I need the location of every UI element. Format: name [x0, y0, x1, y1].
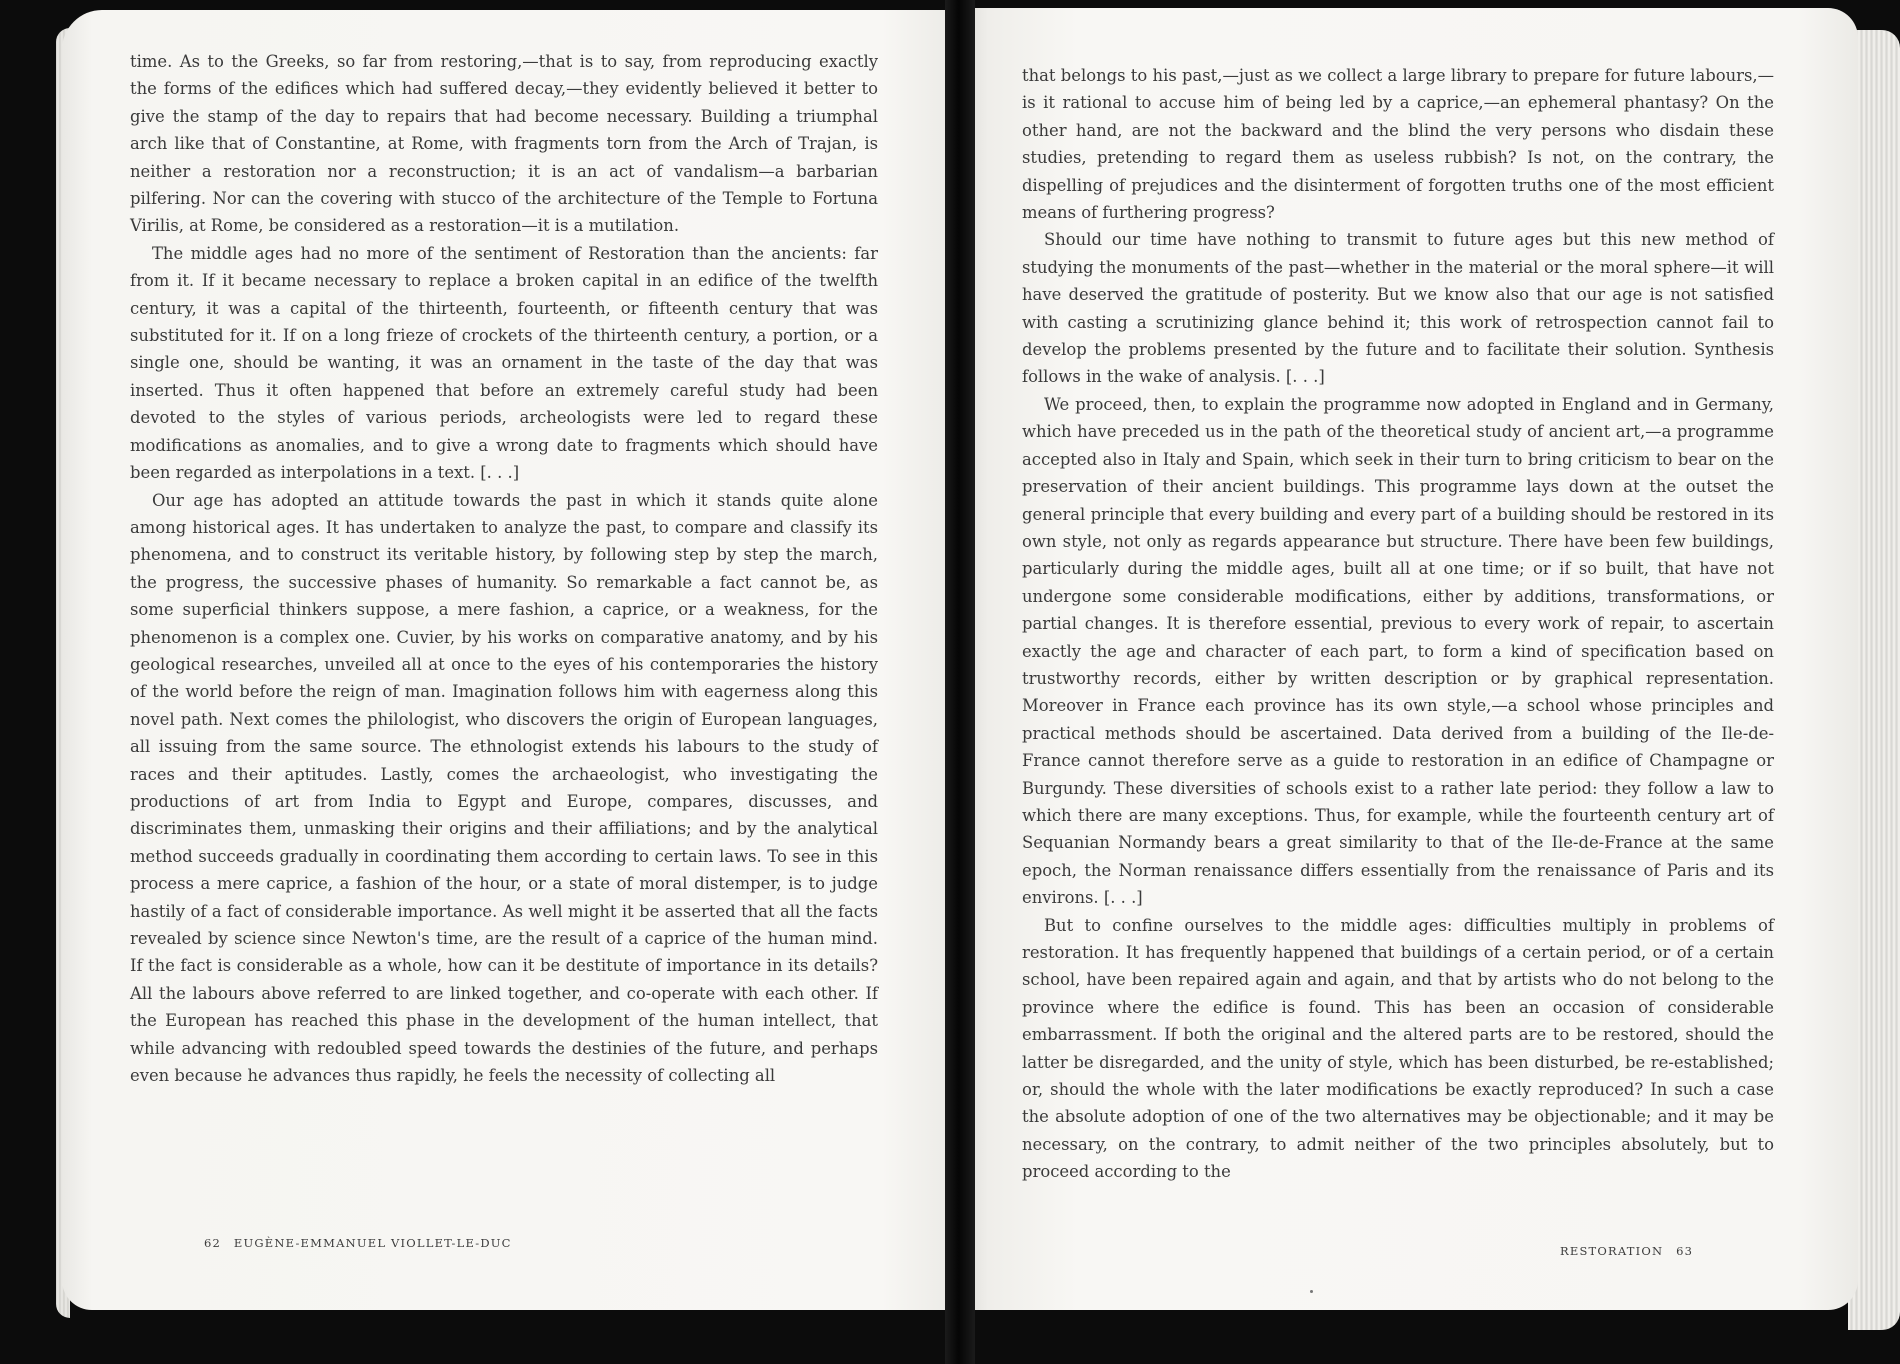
dust-speck [1310, 1290, 1313, 1293]
right-paragraph-2: Should our time have nothing to transmit to future ages but this new method of studying the monuments of the past—whether in the material or the moral sphere—it will have deserved the gratitude of posterity. But we know also that our age is not satisfied with casting a scrutinizing glance behind it; this work of retrospection cannot fail to develop the problems presented by the future and to facilitate their solution. Synthesis follows in the wake of analysis. [. . .] [1022, 230, 1774, 387]
right-page-footer [1560, 1244, 1701, 1258]
left-running-head: EUGÈNE-EMMANUEL VIOLLET-LE-DUC [233, 1236, 512, 1250]
left-paragraph-3: Our age has adopted an attitude towards the past in which it stands quite alone among historical ages. It has undertaken to analyze the past, to compare and classify its phenomena, and to construct its veritable history, by following step by step the march, the progress, the successive phases of humanity. So remarkable a fact cannot be, as some superficial thinkers suppose, a mere fashion, a caprice, or a weakness, for the phenomenon is a complex one. Cuvier, by his works on comparative anatomy, and by his geological researches, unveiled all at once to the eyes of his contemporaries the history of the world before the reign of man. Imagination follows him with eagerness along this novel path. Next comes the philologist, who discovers the origin of European languages, all issuing from the same source. The ethnologist extends his labours to the study of races and their aptitudes. Lastly, comes the archaeologist, who investigating the productions of art from India to Egypt and Europe, compares, discusses, and discriminates them, unmasking their origins and their affiliations; and by the analytical method succeeds gradually in coordinating them according to certain laws. To see in this process a mere caprice, a fashion of the hour, or a state of moral distemper, is to judge hastily of a fact of considerable importance. As well might it be asserted that all the facts revealed by science since Newton's time, are the result of a caprice of the human mind. If the fact is considerable as a whole, how can it be destitute of importance in its details? All the labours above referred to are linked together, and co-operate with each other. If the European has reached this phase in the development of the human intellect, that while advancing with redoubled speed towards the destinies of the future, and perhaps even because he advances thus rapidly, he feels the necessity of collecting all [130, 490, 878, 1086]
right-paragraph-4: But to confine ourselves to the middle ages: difficulties multiply in problems of restoration. It has frequently happened that buildings of a certain period, or of a certain school, have been repaired again and again, and that by artists who do not belong to the province where the edifice is found. This has been an occasion of considerable embarrassment. If both the original and the altered parts are to be restored, should the latter be disregarded, and the unity of style, which has been disturbed, be re-established; or, should the whole with the later modifications be exactly reproduced? In such a case the absolute adoption of one of the two alternatives may be objectionable; and it may be necessary, on the contrary, to admit neither of the two principles absolutely, but to proceed according to the [1022, 915, 1774, 1182]
right-paragraph-1: that belongs to his past,—just as we collect a large library to prepare for future labours,—is it rational to accuse him of being led by a caprice,—an ephemeral phantasy? On the other hand, are not the backward and the blind the very persons who disdain these studies, pretending to regard them as useless rubbish? Is not, on the contrary, the dispelling of prejudices and the disinterment of forgotten truths one of the most efficient means of furthering progress? [1022, 66, 1774, 223]
right-page-number: 63 [1676, 1244, 1694, 1258]
right-running-head: RESTORATION [1560, 1244, 1664, 1258]
left-page-footer [196, 1236, 512, 1250]
left-paragraph-1: time. As to the Greeks, so far from restoring,—that is to say, from reproducing exactly the forms of the edifices which had suffered decay,—they evidently believed it better to give the stamp of the day to repairs that had become necessary. Building a triumphal arch like that of Constantine, at Rome, with fragments torn from the Arch of Trajan, is neither a restoration nor a reconstruction; it is an act of vandalism—a barbarian pilfering. Nor can the covering with stucco of the architecture of the Temple to Fortuna Virilis, at Rome, be considered as a restoration—it is a mutilation. [130, 52, 878, 236]
left-paragraph-2: The middle ages had no more of the sentiment of Restoration than the ancients: far from it. If it became necessary to replace a broken capital in an edifice of the twelfth century, it was a capital of the thirteenth, fourteenth, or fifteenth century that was substituted for it. If on a long frieze of crockets of the thirteenth century, a portion, or a single one, should be wanting, it was an ornament in the taste of the day that was inserted. Thus it often happened that before an extremely careful study had been devoted to the styles of various periods, archeologists were led to regard these modifications as anomalies, and to give a wrong date to fragments which should have been regarded as interpolations in a text. [. . .] [130, 243, 878, 483]
right-page-body [1022, 62, 1774, 1186]
left-page-number: 62 [204, 1236, 222, 1250]
book-gutter [945, 0, 975, 1364]
right-paragraph-3: We proceed, then, to explain the programme now adopted in England and in Germany, which have preceded us in the path of the theoretical study of ancient art,—a programme accepted also in Italy and Spain, which seek in their turn to bring criticism to bear on the preservation of their ancient buildings. This programme lays down at the outset the general principle that every building and every part of a building should be restored in its own style, not only as regards appearance but structure. There have been few buildings, particularly during the middle ages, built all at one time; or if so built, that have not undergone some considerable modifications, either by additions, transformations, or partial changes. It is therefore essential, previous to every work of repair, to ascertain exactly the age and character of each part, to form a kind of specification based on trustworthy records, either by written description or by graphical representation. Moreover in France each province has its own style,—a school whose principles and practical methods should be ascertained. Data derived from a building of the Ile-de-France cannot therefore serve as a guide to restoration in an edifice of Champagne or Burgundy. These diversities of schools exist to a rather late period: they follow a law to which there are many exceptions. Thus, for example, while the fourteenth century art of Sequanian Normandy bears a great similarity to that of the Ile-de-France at the same epoch, the Norman renaissance differs essentially from the renaissance of Paris and its environs. [. . .] [1022, 394, 1774, 908]
left-page-body [130, 48, 878, 1089]
